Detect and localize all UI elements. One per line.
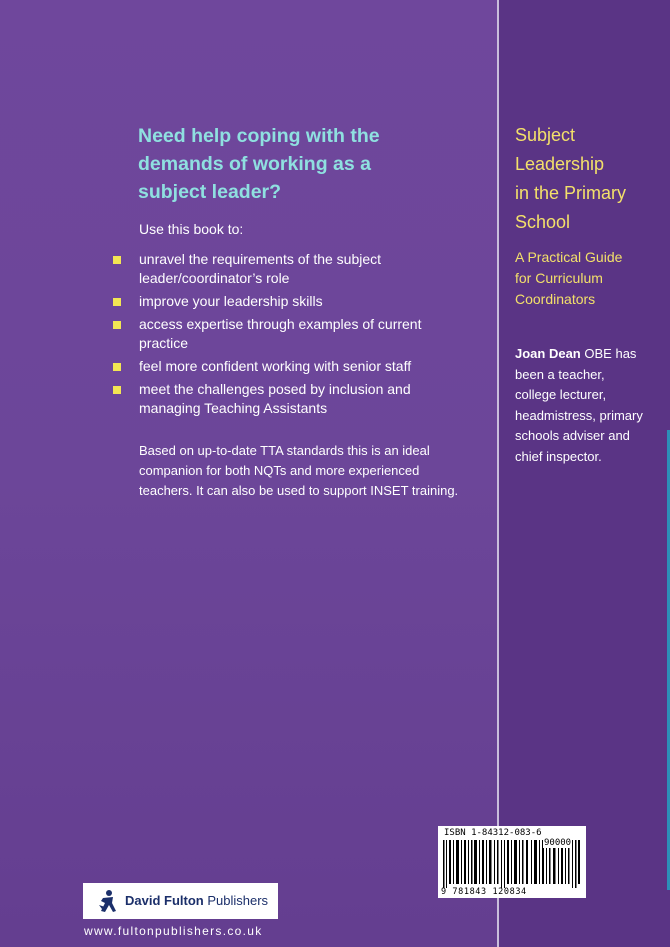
barcode-digits: 9 781843 120834	[441, 887, 527, 897]
author-bio-line: been a teacher,	[515, 366, 605, 382]
author-bio-line: chief inspector.	[515, 448, 602, 464]
list-item-line: feel more confident working with senior staff	[139, 358, 412, 374]
publisher-name-bold: David Fulton	[125, 893, 204, 908]
author-name: Joan Dean	[515, 346, 581, 361]
intro-text: Use this book to:	[139, 221, 244, 237]
isbn-number: ISBN 1-84312-083-6	[444, 828, 542, 838]
headline	[138, 122, 458, 206]
book-subtitle-line: Coordinators	[515, 291, 596, 307]
bullet-square-icon	[113, 298, 121, 306]
author-bio	[515, 344, 665, 467]
book-title-line: Subject	[515, 125, 576, 145]
benefits-list	[112, 250, 452, 422]
list-item	[112, 380, 452, 418]
bullet-square-icon	[113, 386, 121, 394]
list-item	[112, 357, 452, 376]
book-title	[515, 121, 665, 237]
book-subtitle	[515, 247, 665, 310]
isbn-barcode	[438, 826, 586, 898]
author-bio-line: headmistress, primary	[515, 407, 643, 423]
list-item-line: access expertise through examples of current	[139, 316, 422, 332]
panel-divider	[497, 0, 499, 947]
summary-line: teachers. It can also be used to support INSET training.	[139, 483, 459, 498]
author-honour: OBE	[584, 346, 612, 361]
list-item	[112, 315, 452, 353]
summary-line: Based on up-to-date TTA standards this is an ideal	[139, 443, 430, 458]
bullet-square-icon	[113, 321, 121, 329]
publisher-figure-icon	[97, 889, 119, 913]
book-title-line: in the Primary	[515, 183, 627, 203]
bullet-square-icon	[113, 256, 121, 264]
book-subtitle-line: for Curriculum	[515, 270, 603, 286]
book-subtitle-line: A Practical Guide	[515, 249, 623, 265]
publisher-name-rest: Publishers	[207, 893, 269, 908]
list-item-line: unravel the requirements of the subject	[139, 251, 382, 267]
publisher-website: www.fultonpublishers.co.uk	[84, 924, 263, 938]
author-bio-first-line	[515, 344, 665, 365]
list-item	[112, 292, 452, 311]
list-item-line: practice	[139, 335, 189, 351]
publisher-logo-box	[83, 883, 278, 919]
headline-line: Need help coping with the	[138, 125, 380, 147]
list-item-line: leader/coordinator’s role	[139, 270, 290, 286]
summary-line: companion for both NQTs and more experienced	[139, 463, 420, 478]
publisher-name	[125, 893, 268, 908]
summary-text	[139, 441, 479, 501]
list-item	[112, 250, 452, 288]
list-item-line: improve your leadership skills	[139, 293, 323, 309]
author-bio-word: has	[615, 346, 637, 361]
book-title-line: Leadership	[515, 154, 605, 174]
author-bio-line: schools adviser and	[515, 428, 630, 443]
bullet-square-icon	[113, 363, 121, 371]
price-code: 90000	[544, 838, 572, 848]
author-bio-line: college lecturer,	[515, 387, 607, 402]
headline-line: subject leader?	[138, 181, 282, 203]
list-item-line: meet the challenges posed by inclusion and	[139, 381, 411, 397]
list-item-line: managing Teaching Assistants	[139, 400, 328, 416]
book-title-line: School	[515, 212, 571, 232]
headline-line: demands of working as a	[138, 153, 371, 175]
